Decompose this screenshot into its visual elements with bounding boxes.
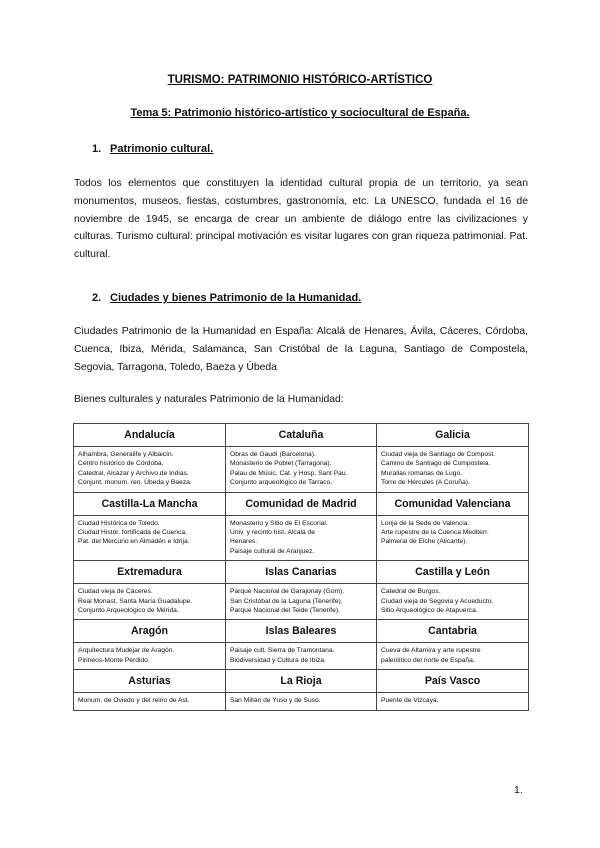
heritage-sites-table [73,423,529,711]
heritage-site: Parque Nacional de Garajonay (Gom). [230,588,345,596]
heritage-site: Alhambra, Generalife y Albaicín. [78,451,174,458]
heritage-site: Ciudad Histórica de Toledo. [78,519,160,527]
heritage-site: Monum. de Oviedo y del reino de Ast. [78,697,190,705]
heritage-site: Real Monast. Santa María Guadalupe. [78,597,193,605]
heritage-sites-cell [377,643,529,670]
heritage-cities-paragraph: Ciudades Patrimonio de la Humanidad en España: Alcalá de Henares, Ávila, Cáceres, Córdoba, Cuenca, Ibiza, Mérida, Salamanca, San Cristóbal de la Laguna, Santiago de Compostela, Segovia, Tarragona, Toledo, Baeza y Úbeda [74,326,528,373]
section-heading-cultural-heritage [92,143,213,155]
heritage-site: Murallas romanas de Lugo. [381,469,463,477]
section-number: 2. [92,292,102,304]
heritage-site: Conjunto Arqueológico de Mérida. [78,607,179,615]
heritage-site: Ciudad Histór. fortificada de Cuenca. [78,529,187,537]
cultural-heritage-paragraph: Todos los elementos que constituyen la identidad cultural propia de un territorio, ya sean monumentos, museos, fiestas, costumbres, gastronomía, etc. La UNESCO, fundada el 16 de noviembre de 1945, se encarga de crear un ambiente de diálogo entre las civilizaciones y culturas. Turismo cultural: principal motivación es visitar lugares con gran riqueza patrimonial. Pat. cultural. [74,178,528,261]
heritage-site: Ciudad vieja de Cáceres. [78,588,153,596]
heritage-site: Pat. del Mercurio en Almadén e Idrija. [78,538,190,546]
region-name: País Vasco [377,670,529,693]
region-name: Cataluña [226,424,377,447]
heritage-site: Conjunt. monum. ren. Úbeda y Baeza. [78,479,192,487]
heritage-sites-cell [377,447,529,493]
heritage-sites-cell [74,693,226,710]
region-name: Castilla-La Mancha [74,492,226,515]
heritage-site: Monasterio y Sitio de El Escorial. [230,519,328,527]
section-number: 1. [92,143,102,155]
heritage-sites-cell [377,515,529,561]
table-intro: Bienes culturales y naturales Patrimonio de la Humanidad: [74,394,344,405]
heritage-site: Camino de Santiago de Compostela. [381,460,491,468]
heritage-site: Sitio Arqueológico de Atapuerca. [381,607,478,615]
heritage-site: Monasterio de Poblet (Tarragona). [230,460,332,468]
heritage-site: Torre de Hércules (A Coruña). [381,479,470,487]
heritage-site: paleolítico del norte de España. [381,656,475,664]
heritage-sites-cell [226,515,377,561]
heritage-sites-cell [74,515,226,561]
heritage-sites-cell [226,693,377,710]
region-name: Castilla y León [377,561,529,584]
heritage-table-body [74,424,529,711]
region-name: Islas Baleares [226,620,377,643]
region-header-row [74,670,529,693]
heritage-site: San Millán de Yuso y de Suso. [230,697,321,705]
heritage-sites-cell [74,447,226,493]
heritage-site: Ciudad vieja de Santiago de Compost. [381,451,496,458]
heritage-site: Univ. y recinto hist. Alcalá de [230,529,315,537]
region-name: Extremadura [74,561,226,584]
heritage-site: Conjunto arqueológico de Tarraco. [230,479,333,487]
heritage-site: Arte rupestre de la Cuenca Mediterr. [381,529,489,537]
heritage-sites-cell [74,584,226,620]
heritage-sites-cell [226,643,377,670]
region-name: Asturias [74,670,226,693]
heritage-site: Catedral de Burgos. [381,588,441,596]
region-name: Aragón [74,620,226,643]
region-header-row [74,620,529,643]
heritage-sites-cell [74,643,226,670]
sites-row [74,643,529,670]
region-header-row [74,492,529,515]
heritage-site: Parque Nacional del Teide (Tenerife). [230,607,340,615]
page-title: TURISMO: PATRIMONIO HISTÓRICO-ARTÍSTICO [167,74,433,86]
heritage-site: Centro histórico de Córdoba. [78,460,164,468]
section-heading-world-heritage [92,292,361,304]
region-name: Cantabria [377,620,529,643]
heritage-site: Catedral, Alcázar y Archivo de Indias. [78,469,189,477]
heritage-sites-cell [377,693,529,710]
heritage-site: Henares. [230,538,258,546]
region-name: Galicia [377,424,529,447]
sites-row [74,584,529,620]
section-title: Ciudades y bienes Patrimonio de la Humanidad. [110,292,362,304]
heritage-sites-cell [226,584,377,620]
region-header-row [74,424,529,447]
heritage-site: Pirineos-Monte Perdido. [78,656,150,664]
heritage-site: San Cristóbal de la Laguna (Tenerife). [230,597,343,605]
heritage-site: Biodiversidad y Cultura de Ibiza. [230,656,326,664]
region-name: Comunidad Valenciana [377,492,529,515]
heritage-site: Palmeral de Elche (Alicante). [381,538,468,546]
region-name: Comunidad de Madrid [226,492,377,515]
section-title: Patrimonio cultural. [110,143,214,155]
heritage-site: Puente de Vizcaya. [381,697,439,705]
heritage-site: Obras de Gaudí (Barcelona). [230,451,316,458]
sites-row [74,693,529,710]
region-name: Islas Canarias [226,561,377,584]
heritage-site: Ciudad vieja de Segovia y Acueducto. [381,597,494,605]
sites-row [74,447,529,493]
heritage-site: Arquitectura Mudéjar de Aragón. [78,647,175,655]
region-name: La Rioja [226,670,377,693]
heritage-site: Palau de Músic. Cat. y Hosp. Sant Pau. [230,469,348,477]
heritage-site: Lonja de la Sede de Valencia. [381,519,470,527]
region-header-row [74,561,529,584]
region-name: Andalucía [74,424,226,447]
heritage-sites-cell [377,584,529,620]
heritage-site: Paisaje cult. Sierra de Tramontana. [230,647,335,655]
heritage-sites-cell [226,447,377,493]
heritage-site: Cueva de Altamira y arte rupestre [381,647,481,655]
sites-row [74,515,529,561]
topic-subtitle: Tema 5: Patrimonio histórico-artístico y sociocultural de España. [130,107,470,119]
page-number: 1. [514,784,523,796]
heritage-site: Paisaje cultural de Aranjuez. [230,547,315,555]
